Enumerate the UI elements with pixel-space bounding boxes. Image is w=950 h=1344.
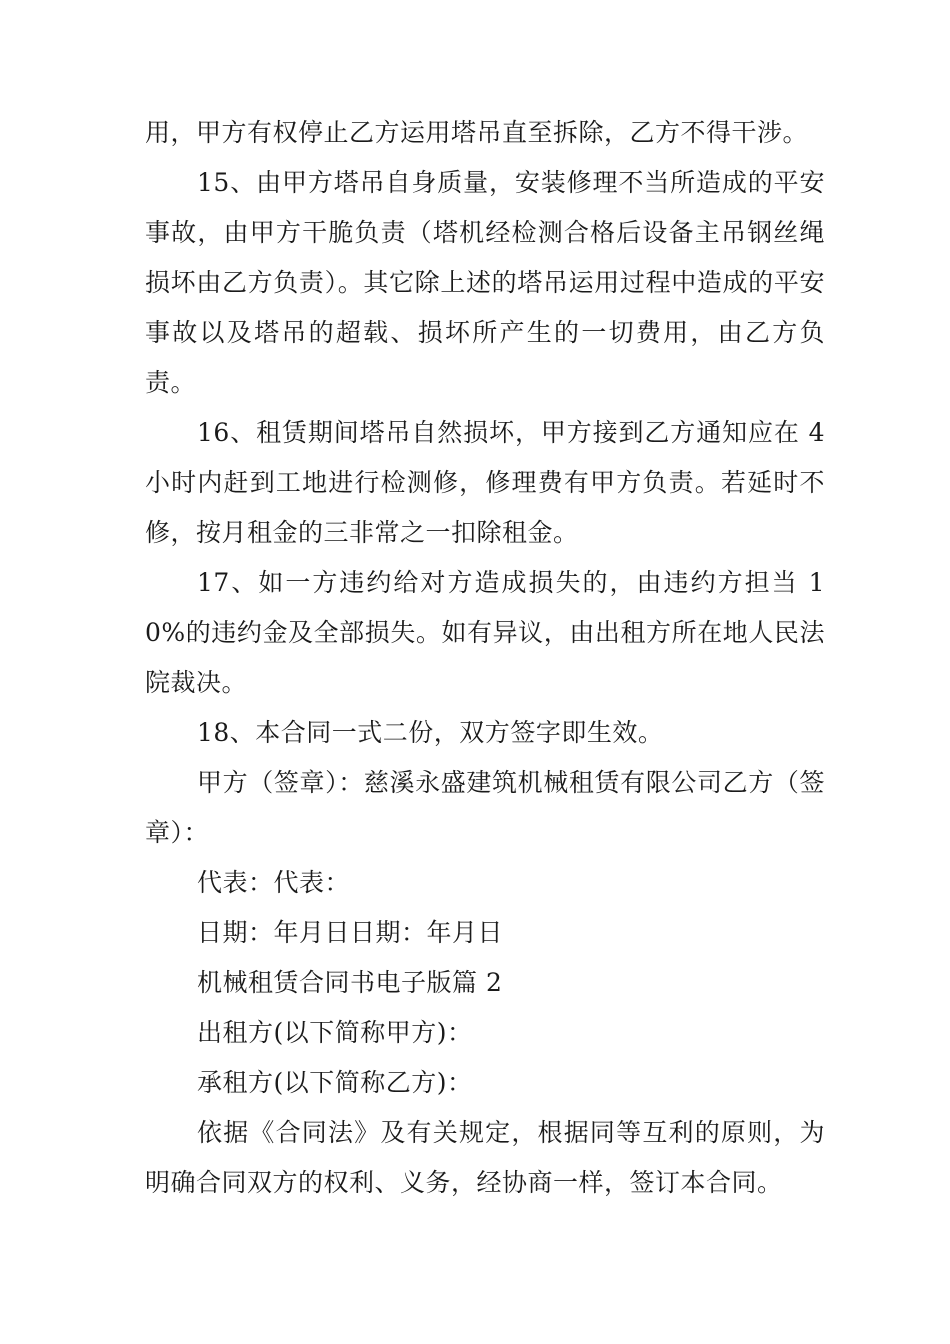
- representative-line: 代表：代表：: [197, 868, 351, 897]
- clause-18: 18、本合同一式二份，双方签字即生效。: [197, 718, 664, 747]
- clause-16: 16、租赁期间塔吊自然损坏，甲方接到乙方通知应在 4 小时内赶到工地进行检测修，修理费有甲方负责。若延时不修，按月租金的三非常之一扣除租金。: [145, 418, 825, 547]
- signature-line: 甲方（签章）：慈溪永盛建筑机械租赁有限公司乙方（签章）：: [145, 768, 825, 847]
- section-title: 机械租赁合同书电子版篇 2: [197, 968, 503, 997]
- paragraph-continuation: 用，甲方有权停止乙方运用塔吊直至拆除，乙方不得干涉。: [145, 118, 809, 147]
- clause-17: 17、如一方违约给对方造成损失的，由违约方担当 10%的违约金及全部损失。如有异议，由出租方所在地人民法院裁决。: [145, 568, 825, 697]
- clause-15: 15、由甲方塔吊自身质量，安装修理不当所造成的平安事故，由甲方干脆负责（塔机经检测合格后设备主吊钢丝绳损坏由乙方负责）。其它除上述的塔吊运用过程中造成的平安事故以及塔吊的超载、损坏所产生的一切费用，由乙方负责。: [145, 168, 825, 397]
- preamble-paragraph: 依据《合同法》及有关规定，根据同等互利的原则，为明确合同双方的权利、义务，经协商一样，签订本合同。: [145, 1118, 825, 1197]
- document-body: [145, 108, 825, 1208]
- date-line: 日期：年月日日期：年月日: [197, 918, 504, 947]
- lessor-line: 出租方(以下简称甲方)：: [197, 1018, 473, 1047]
- lessee-line: 承租方(以下简称乙方)：: [197, 1068, 473, 1097]
